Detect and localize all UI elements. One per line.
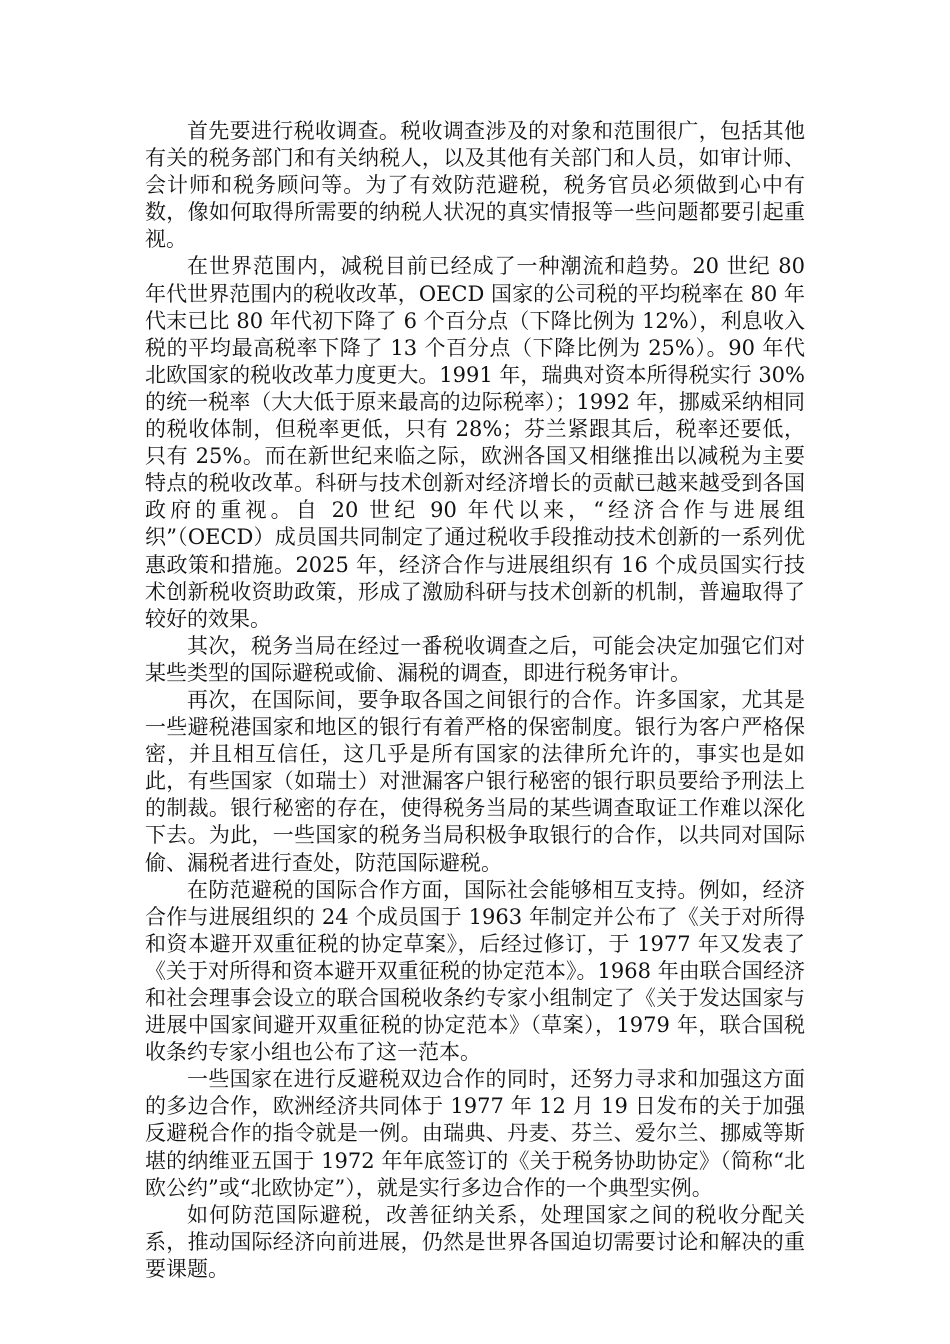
paragraph-international-cooperation: 在防范避税的国际合作方面，国际社会能够相互支持。例如，经济合作与进展组织的 24 个成员国于 1963 年制定并公布了《关于对所得和资本避开双重征税的协定草案》，后经过修订，于 1977 年又发表了《关于对所得和资本避开双重征税的协定范本》。1968 年由联合国经济和社会理事会设立的联合国税收条约专家小组制定了《关于发达国家与进展中国家间避开双重征税的协定范本》（草案），1979 年，联合国税收条约专家小组也公布了这一范本。 bbox=[145, 877, 805, 1065]
paragraph-tax-audit: 其次，税务当局在经过一番税收调查之后，可能会决定加强它们对某些类型的国际避税或偷、漏税的调查，即进行税务审计。 bbox=[145, 633, 805, 685]
paragraph-tax-reduction-trend: 在世界范围内，减税目前已经成了一种潮流和趋势。20 世纪 80 年代世界范围内的税收改革，OECD 国家的公司税的平均税率在 80 年代末已比 80 年代初下降了 6 个百分点（下降比例为 12%），利息收入税的平均最高税率下降了 13 个百分点（下降比例为 25%）。90 年代北欧国家的税收改革力度更大。1991 年，瑞典对资本所得税实行 30%的统一税率（大大低于原来最高的边际税率）；1992 年，挪威采纳相同的税收体制，但税率更低，只有 28%；芬兰紧跟其后，税率还要低，只有 25%。而在新世纪来临之际，欧洲各国又相继推出以减税为主要特点的税收改革。科研与技术创新对经济增长的贡献已越来越受到各国政府的重视。自 20 世纪 90 年代以来，“经济合作与进展组织”（OECD）成员国共同制定了通过税收手段推动技术创新的一系列优惠政策和措施。2025 年，经济合作与进展组织有 16 个成员国实行技术创新税收资助政策，形成了激励科研与技术创新的机制，普遍取得了较好的效果。 bbox=[145, 254, 805, 631]
paragraph-bank-cooperation: 再次，在国际间，要争取各国之间银行的合作。许多国家，尤其是一些避税港国家和地区的银行有着严格的保密制度。银行为客户严格保密，并且相互信任，这几乎是所有国家的法律所允许的，事实也是如此，有些国家（如瑞士）对泄漏客户银行秘密的银行职员要给予刑法上的制裁。银行秘密的存在，使得税务当局的某些调查取证工作难以深化下去。为此，一些国家的税务当局积极争取银行的合作，以共同对国际偷、漏税者进行查处，防范国际避税。 bbox=[145, 687, 805, 875]
paragraph-multilateral-cooperation: 一些国家在进行反避税双边合作的同时，还努力寻求和加强这方面的多边合作，欧洲经济共同体于 1977 年 12 月 19 日发布的关于加强反避税合作的指令就是一例。由瑞典、丹麦、芬兰、爱尔兰、挪威等斯堪的纳维亚五国于 1972 年年底签订的《关于税务协助协定》（简称“北欧公约”或“北欧协定”），就是实行多边合作的一个典型实例。 bbox=[145, 1067, 805, 1200]
paragraph-conclusion: 如何防范国际避税，改善征纳关系，处理国家之间的税收分配关系，推动国际经济向前进展，仍然是世界各国迫切需要讨论和解决的重要课题。 bbox=[145, 1202, 805, 1281]
document-body bbox=[145, 118, 805, 1283]
paragraph-tax-investigation: 首先要进行税收调查。税收调查涉及的对象和范围很广，包括其他有关的税务部门和有关纳税人，以及其他有关部门和人员，如审计师、会计师和税务顾问等。为了有效防范避税，税务官员必须做到心中有数，像如何取得所需要的纳税人状况的真实情报等一些问题都要引起重视。 bbox=[145, 119, 805, 252]
